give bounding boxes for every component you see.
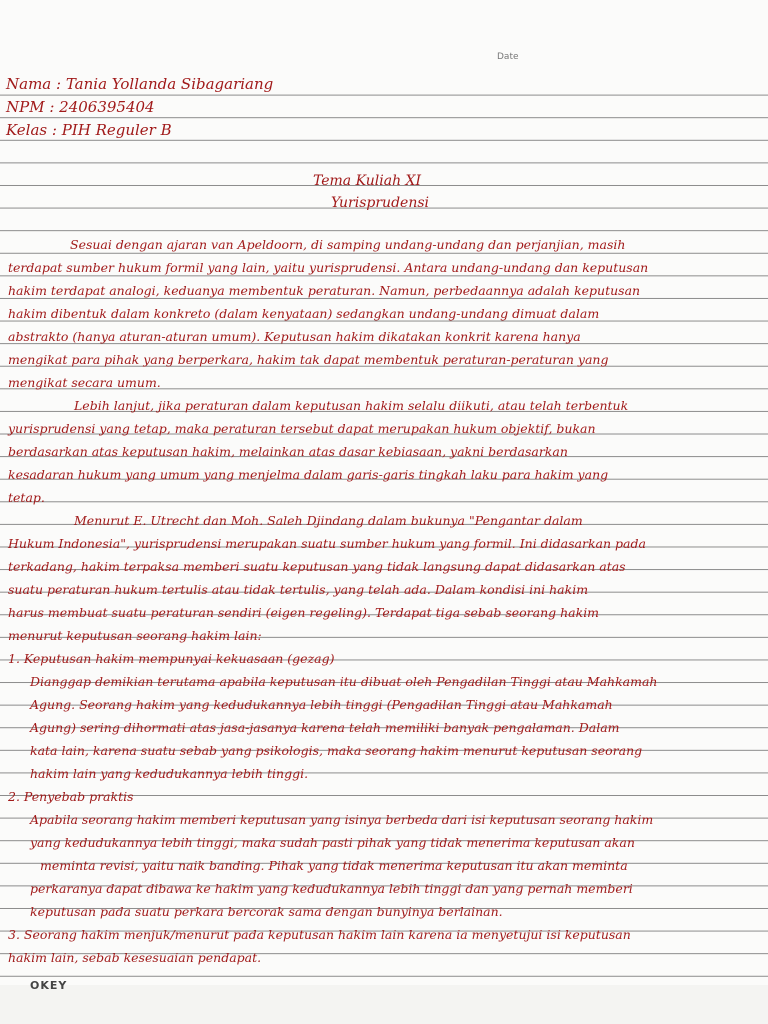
essay-line: meminta revisi, yaitu naik banding. Pihak yang tidak menerima keputusan itu akan meminta: [40, 858, 628, 873]
essay-line: yurisprudensi yang tetap, maka peraturan tersebut dapat merupakan hukum objektif, bukan: [8, 421, 596, 436]
page-subtitle: Yurisprudensi: [331, 195, 429, 211]
date-label: Date: [497, 52, 519, 62]
essay-line: hakim dibentuk dalam konkreto (dalam kenyataan) sedangkan undang-undang dimuat dalam: [8, 306, 600, 321]
essay-line: berdasarkan atas keputusan hakim, melainkan atas dasar kebiasaan, yakni berdasarkan: [8, 444, 568, 459]
essay-line: Sesuai dengan ajaran van Apeldoorn, di samping undang-undang dan perjanjian, masih: [70, 237, 626, 252]
essay-line: hakim lain, sebab kesesuaian pendapat.: [8, 950, 262, 965]
essay-line: Agung. Seorang hakim yang kedudukannya lebih tinggi (Pengadilan Tinggi atau Mahkamah: [30, 697, 613, 712]
essay-line: Lebih lanjut, jika peraturan dalam keputusan hakim selalu diikuti, atau telah terbentuk: [74, 398, 629, 413]
essay-line: terdapat sumber hukum formil yang lain, yaitu yurisprudensi. Antara undang-undang dan keputusan: [8, 260, 649, 275]
essay-line: Dianggap demikian terutama apabila keputusan itu dibuat oleh Pengadilan Tinggi atau Mahkamah: [30, 674, 658, 689]
notebook-brand-logo: OKEY: [30, 979, 68, 992]
essay-line: keputusan pada suatu perkara bercorak sama dengan bunyinya berlainan.: [30, 904, 503, 919]
essay-line: 1. Keputusan hakim mempunyai kekuasaan (gezag): [8, 651, 335, 666]
essay-line: yang kedudukannya lebih tinggi, maka sudah pasti pihak yang tidak menerima keputusan akan: [30, 835, 635, 850]
page-title: Tema Kuliah XI: [313, 173, 422, 189]
essay-line: Menurut E. Utrecht dan Moh. Saleh Djindang dalam bukunya "Pengantar dalam: [74, 513, 583, 528]
essay-line: menurut keputusan seorang hakim lain:: [8, 628, 262, 643]
essay-line: mengikat para pihak yang berperkara, hakim tak dapat membentuk peraturan-peraturan yang: [8, 352, 609, 367]
essay-line: Hukum Indonesia", yurisprudensi merupakan suatu sumber hukum yang formil. Ini didasarkan pada: [8, 536, 646, 551]
essay-line: Agung) sering dihormati atas jasa-jasanya karena telah memiliki banyak pengalaman. Dalam: [30, 720, 620, 735]
essay-line: hakim lain yang kedudukannya lebih tinggi.: [30, 766, 309, 781]
essay-line: kesadaran hukum yang umum yang menjelma dalam garis-garis tingkah laku para hakim yang: [8, 467, 609, 482]
student-npm: NPM : 2406395404: [6, 98, 155, 116]
essay-line: kata lain, karena suatu sebab yang psikologis, maka seorang hakim menurut keputusan seorang: [30, 743, 643, 758]
essay-line: perkaranya dapat dibawa ke hakim yang kedudukannya lebih tinggi dan yang pernah memberi: [30, 881, 633, 896]
student-name: Nama : Tania Yollanda Sibagariang: [6, 75, 274, 93]
essay-line: abstrakto (hanya aturan-aturan umum). Keputusan hakim dikatakan konkrit karena hanya: [8, 329, 581, 344]
essay-line: tetap.: [8, 490, 45, 505]
paper-bottom-margin: [0, 985, 768, 1024]
essay-line: 2. Penyebab praktis: [8, 789, 134, 804]
student-class: Kelas : PIH Reguler B: [6, 121, 172, 139]
paper-top-margin: [0, 0, 768, 73]
essay-line: harus membuat suatu peraturan sendiri (eigen regeling). Terdapat tiga sebab seorang hakim: [8, 605, 600, 620]
essay-line: mengikat secara umum.: [8, 375, 161, 390]
essay-line: suatu peraturan hukum tertulis atau tidak tertulis, yang telah ada. Dalam kondisi ini hakim: [8, 582, 589, 597]
essay-line: hakim terdapat analogi, keduanya membentuk peraturan. Namun, perbedaannya adalah keputusan: [8, 283, 641, 298]
essay-line: terkadang, hakim terpaksa memberi suatu keputusan yang tidak langsung dapat didasarkan atas: [8, 559, 626, 574]
essay-line: 3. Seorang hakim menjuk/menurut pada keputusan hakim lain karena ia menyetujui isi keputusan: [8, 927, 631, 942]
essay-line: Apabila seorang hakim memberi keputusan yang isinya berbeda dari isi keputusan seorang hakim: [30, 812, 654, 827]
